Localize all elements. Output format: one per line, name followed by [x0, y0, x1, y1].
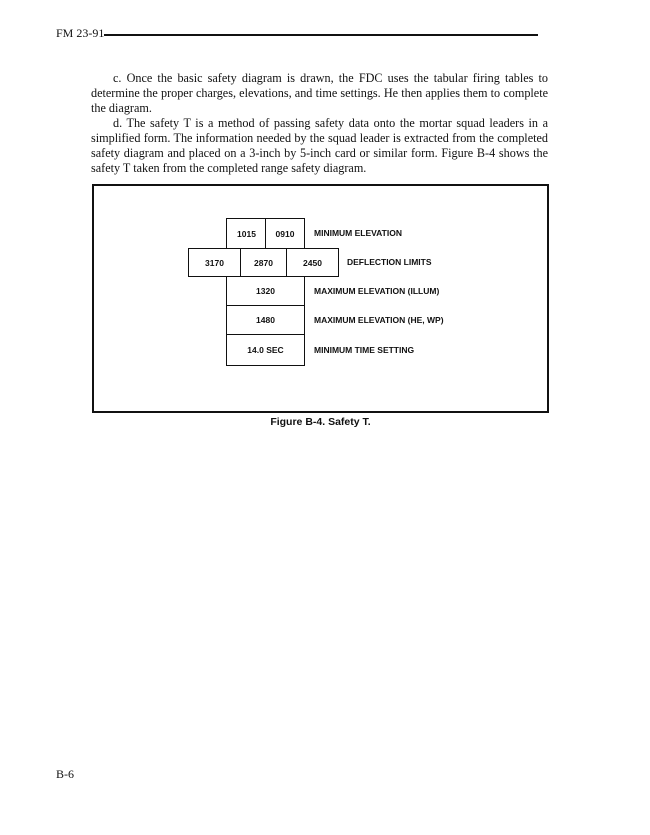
- manual-id: FM 23-91: [56, 26, 105, 40]
- deflection-center-cell: 2870: [240, 248, 287, 277]
- min-time-setting-label: MINIMUM TIME SETTING: [314, 345, 415, 355]
- max-elevation-illum-cell: 1320: [226, 276, 305, 306]
- min-time-setting-cell: 14.0 SEC: [226, 334, 305, 366]
- page-number: B-6: [56, 767, 74, 781]
- deflection-right-cell: 2450: [286, 248, 339, 277]
- min-elevation-right-cell: 0910: [265, 218, 305, 249]
- header-rule: [104, 34, 538, 36]
- paragraph-d: d. The safety T is a method of passing safety data onto the mortar squad leaders in a simplified form. The information needed by the squad leader is extracted from the completed safety diagram and placed on a 3-inch by 5-inch card or similar form. Figure B-4 shows the safety T taken from the completed range safety diagram.: [91, 116, 548, 175]
- max-elevation-he-wp-cell: 1480: [226, 305, 305, 335]
- max-elevation-illum-label: MAXIMUM ELEVATION (ILLUM): [314, 286, 440, 296]
- deflection-left-cell: 3170: [188, 248, 241, 277]
- safety-t-figure: [92, 184, 549, 413]
- min-elevation-label: MINIMUM ELEVATION: [314, 228, 402, 238]
- paragraph-c: c. Once the basic safety diagram is drawn, the FDC uses the tabular firing tables to determine the proper charges, elevations, and time settings. He then applies them to complete the diagram.: [91, 71, 548, 115]
- deflection-limits-label: DEFLECTION LIMITS: [347, 257, 432, 267]
- body-text: [91, 71, 548, 176]
- min-elevation-left-cell: 1015: [226, 218, 267, 249]
- max-elevation-he-wp-label: MAXIMUM ELEVATION (HE, WP): [314, 315, 444, 325]
- figure-caption: Figure B-4. Safety T.: [270, 416, 371, 428]
